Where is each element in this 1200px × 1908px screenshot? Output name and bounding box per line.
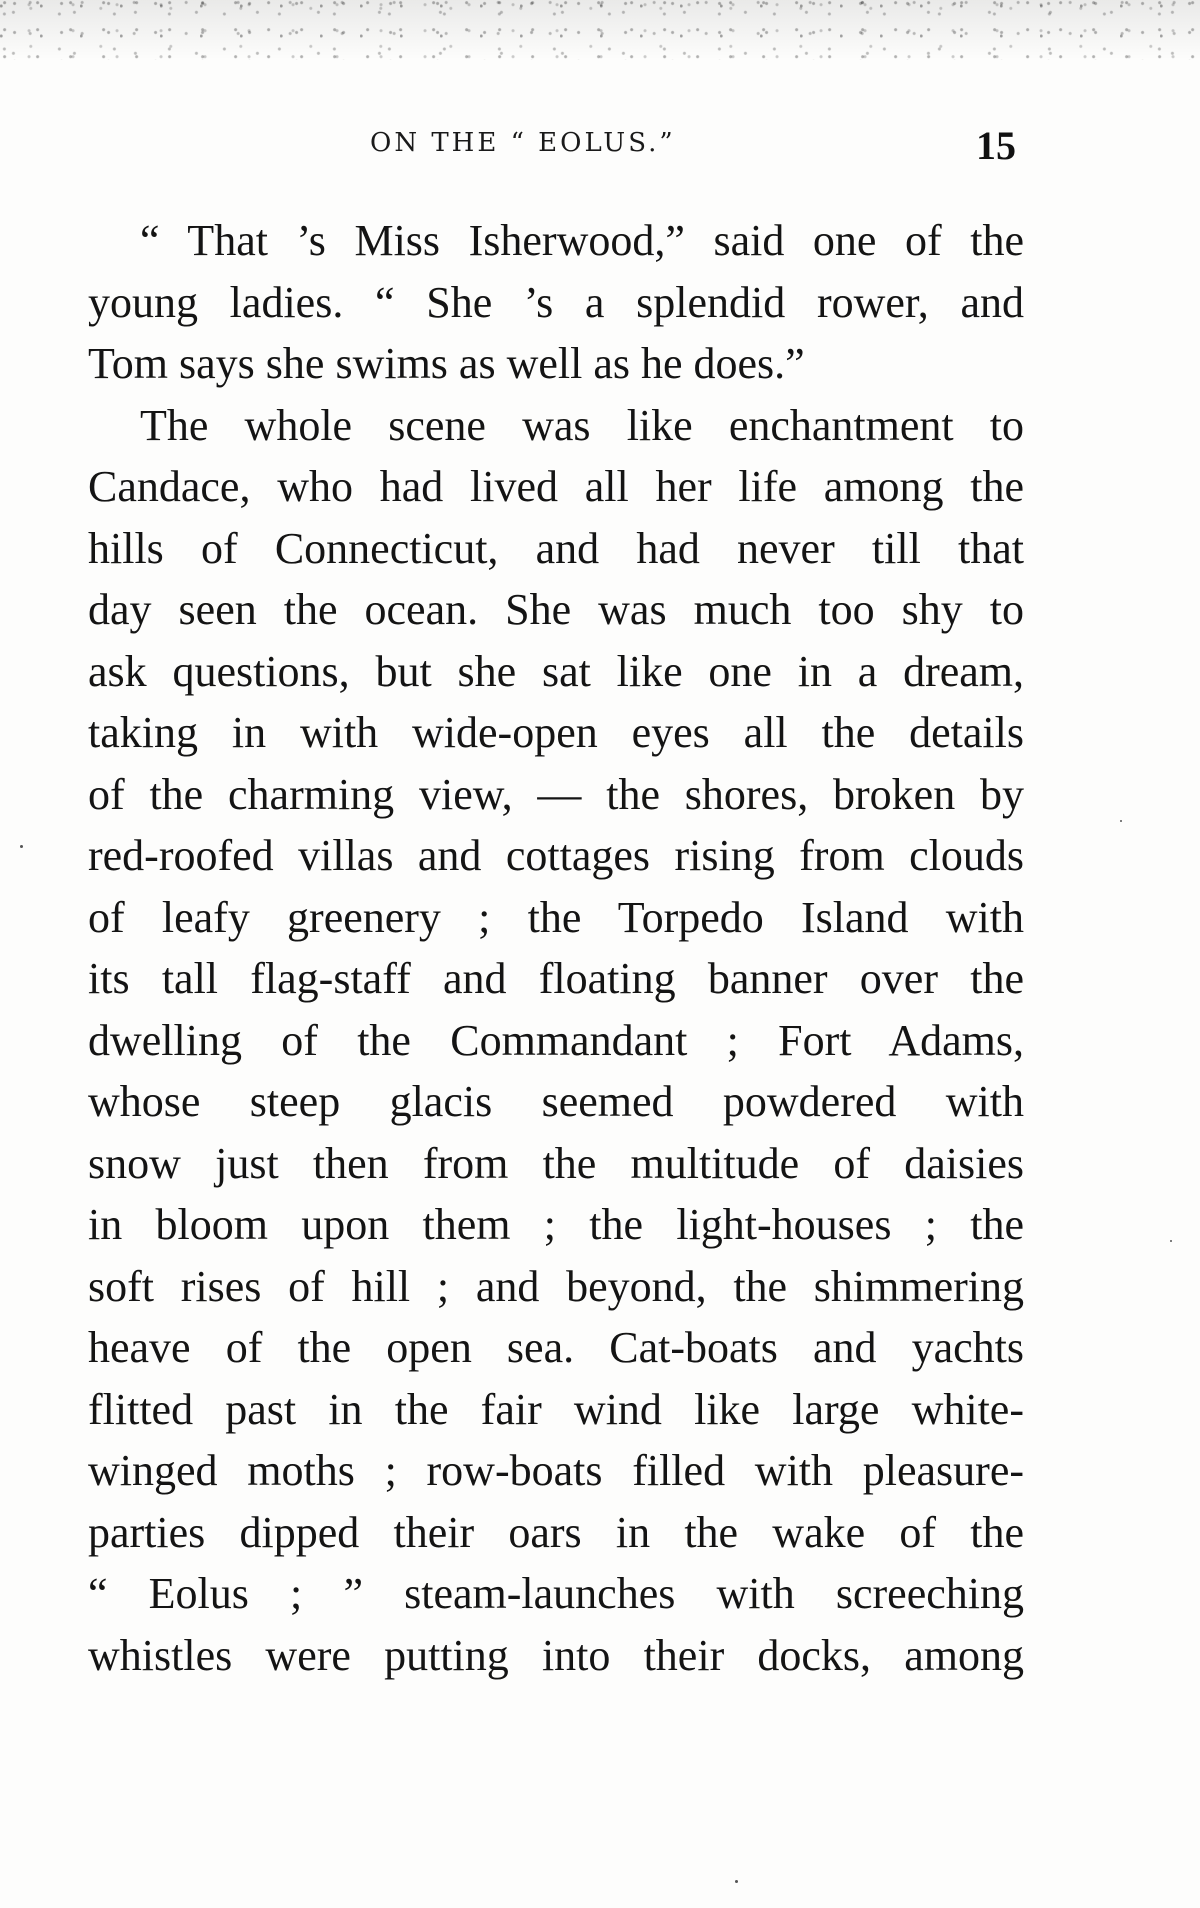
text-line: heave of the open sea. Cat-boats and yachts [88, 1323, 1024, 1372]
text-line: hills of Connecticut, and had never till that [88, 523, 1024, 573]
text-line: young ladies. “ She ’s a splendid rower, and [88, 277, 1024, 327]
paragraph-1 [88, 210, 1024, 395]
text-line: snow just then from the multitude of daisies [88, 1138, 1024, 1188]
text-line: its tall flag-staff and floating banner over the [88, 954, 1024, 1003]
text-line: dwelling of the Commandant ; Fort Adams, [88, 1015, 1024, 1065]
running-head [0, 123, 1200, 168]
text-line: Candace, who had lived all her life among the [88, 462, 1024, 511]
text-line: soft rises of hill ; and beyond, the shimmering [88, 1261, 1024, 1311]
text-line: Tom says she swims as well as he does.” [88, 339, 805, 388]
page-number: 15 [976, 123, 1016, 168]
paragraph-2 [88, 395, 1024, 1687]
text-line: winged moths ; row-boats filled with pleasure- [88, 1446, 1024, 1495]
text-line: in bloom upon them ; the light-houses ; the [88, 1200, 1024, 1249]
scan-edge-noise [0, 0, 1200, 60]
text-line: of the charming view, — the shores, broken by [88, 769, 1024, 819]
print-speck [1120, 820, 1122, 822]
text-line: taking in with wide-open eyes all the details [88, 708, 1024, 757]
text-line: The whole scene was like enchantment to [140, 400, 1024, 450]
text-line: parties dipped their oars in the wake of the [88, 1507, 1024, 1557]
text-line: “ Eolus ; ” steam-launches with screeching [88, 1569, 1024, 1618]
text-line: red-roofed villas and cottages rising from clouds [88, 831, 1024, 880]
text-line: flitted past in the fair wind like large white- [88, 1384, 1024, 1434]
body-text [88, 210, 1024, 1686]
text-line: day seen the ocean. She was much too shy to [88, 585, 1024, 634]
text-line: whistles were putting into their docks, among [88, 1630, 1024, 1680]
print-speck [735, 1880, 738, 1883]
text-line: “ That ’s Miss Isherwood,” said one of the [140, 216, 1024, 265]
text-line: whose steep glacis seemed powdered with [88, 1077, 1024, 1126]
text-line: of leafy greenery ; the Torpedo Island with [88, 892, 1024, 942]
print-speck [1170, 1240, 1172, 1242]
print-speck [20, 845, 23, 848]
text-line: ask questions, but she sat like one in a dream, [88, 646, 1024, 696]
running-title: ON THE “ EOLUS.” [370, 128, 676, 158]
